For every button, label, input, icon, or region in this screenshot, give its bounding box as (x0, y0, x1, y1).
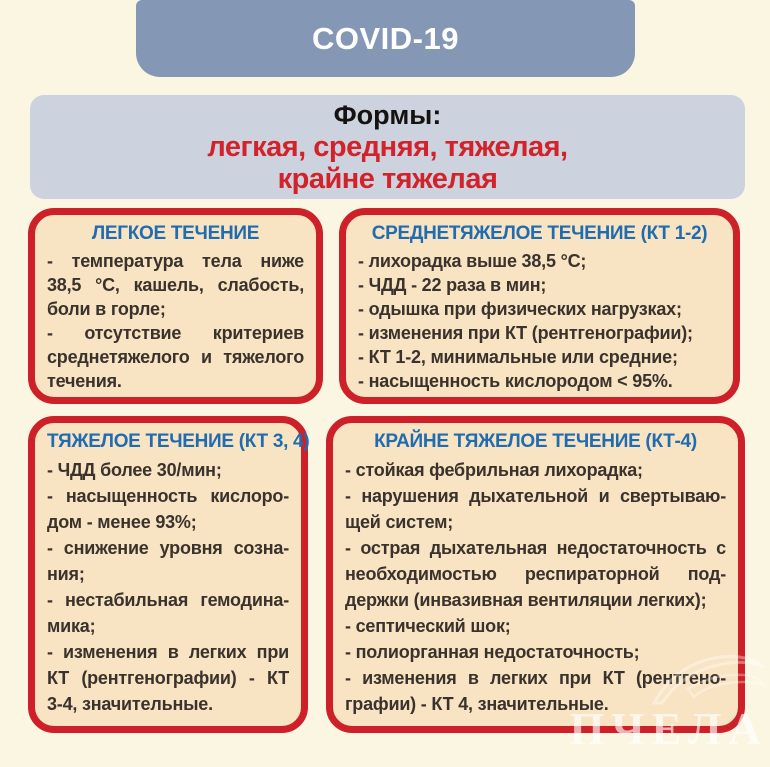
panel-text-line: - КТ 1-2, минимальные или средние; (358, 347, 678, 367)
panel-body-moderate-course (358, 249, 721, 393)
panel-text-line: - насыщенность кислоро- (47, 486, 289, 506)
panel-text-line: необходимостью респираторной под- (345, 564, 726, 584)
panel-text-line: - отсутствие критериев (47, 323, 304, 343)
panel-text-line: - стойкая фебрильная лихорадка; (345, 460, 643, 480)
covid19-header-bar (136, 0, 635, 77)
panel-text-line: течения. (47, 371, 122, 391)
panel-text-line: держки (инвазивная вентиляции легких); (345, 590, 707, 610)
panel-text-line: - септический шок; (345, 616, 511, 636)
panel-text-line: - лихорадка выше 38,5 °С; (358, 251, 587, 271)
panel-text-line: - ЧДД более 30/мин; (47, 460, 222, 480)
panel-text-line: - изменения в легких при (47, 642, 289, 662)
panel-text-line: - снижение уровня созна- (47, 538, 289, 558)
panel-text-line: дом - менее 93%; (47, 512, 197, 532)
panel-title-extremely-severe-course: КРАЙНЕ ТЯЖЕЛОЕ ТЕЧЕНИЕ (КТ-4) (374, 431, 697, 452)
panel-text-line: - изменения в легких при КТ (рентгено- (345, 668, 726, 688)
forms-line-2: крайне тяжелая (277, 163, 498, 195)
panel-moderate-course (339, 208, 740, 404)
panel-text-line: КТ (рентгенографии) - КТ (47, 668, 289, 688)
panel-title-light-course: ЛЕГКОЕ ТЕЧЕНИЕ (91, 223, 260, 244)
panel-text-line: мика; (47, 616, 96, 636)
panel-body-severe-course (47, 457, 289, 717)
panel-text-line: - нестабильная гемодина- (47, 590, 289, 610)
panel-text-line: - изменения при КТ (рентгенографии); (358, 323, 693, 343)
panel-text-line: - нарушения дыхательной и свертываю- (345, 486, 726, 506)
panel-text-line: - острая дыхательная недостаточность с (345, 538, 726, 558)
panel-severe-course (28, 416, 308, 733)
panel-text-line: - ЧДД - 22 раза в мин; (358, 275, 547, 295)
panel-text-line: - температура тела ниже (47, 251, 304, 271)
forms-box (30, 95, 745, 199)
panel-text-line: 38,5 °С, кашель, слабость, (47, 275, 304, 295)
panel-title-moderate-course: СРЕДНЕТЯЖЕЛОЕ ТЕЧЕНИЕ (КТ 1-2) (371, 223, 708, 244)
panel-extremely-severe-course (326, 416, 745, 733)
panel-text-line: графии) - КТ 4, значительные. (345, 694, 609, 714)
panel-text-line: - насыщенность кислородом < 95%. (358, 371, 673, 391)
panel-body-extremely-severe-course (345, 457, 726, 717)
panel-title-severe-course: ТЯЖЕЛОЕ ТЕЧЕНИЕ (КТ 3, 4) (47, 431, 310, 452)
panel-light-course (28, 208, 323, 404)
covid19-title: COVID-19 (312, 20, 459, 56)
panel-text-line: боли в горле; (47, 299, 166, 319)
panel-text-line: среднетяжелого и тяжелого (47, 347, 304, 367)
panel-text-line: 3-4, значительные. (47, 694, 213, 714)
forms-label: Формы: (333, 100, 442, 130)
panel-text-line: - полиорганная недостаточность; (345, 642, 640, 662)
watermark-text: ПЧЕЛА (569, 704, 768, 754)
panel-text-line: ния; (47, 564, 85, 584)
forms-line-1: легкая, средняя, тяжелая, (207, 131, 568, 163)
panel-text-line: - одышка при физических нагрузках; (358, 299, 682, 319)
panel-text-line: щей систем; (345, 512, 454, 532)
panel-body-light-course (47, 249, 304, 393)
